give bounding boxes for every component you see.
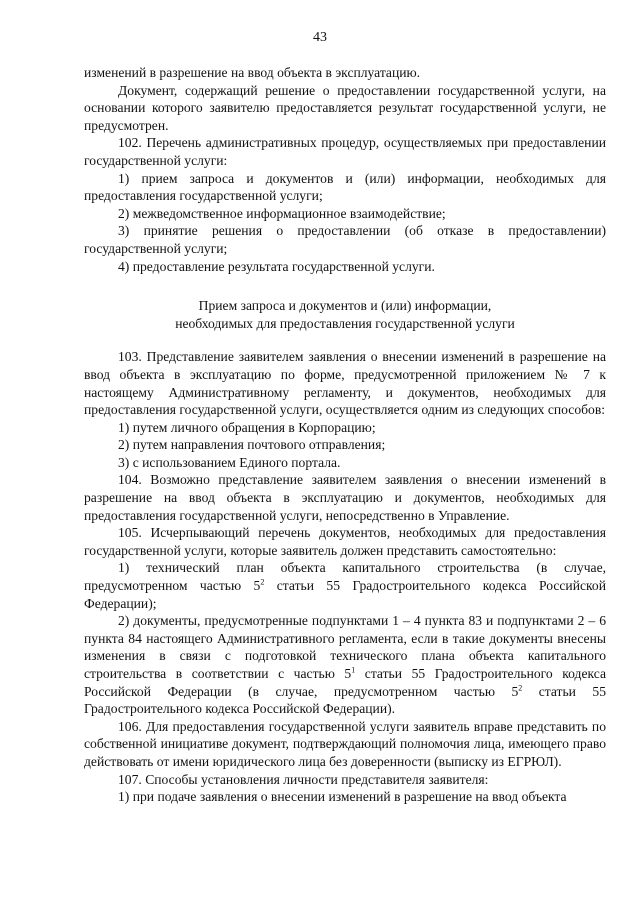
text-run: статьи 55 Градостроительного кодекса Российской Федерации); [84,578,606,611]
section-heading [84,297,606,332]
paragraph: Документ, содержащий решение о предоставлении государственной услуги, на основании которого заявителю предоставляется результат государственной услуги, не предусмотрен. [84,82,606,133]
paragraphs-before [84,64,606,275]
paragraph: 1) прием запроса и документов и (или) информации, необходимых для предоставления государственной услуги; [84,170,606,204]
superscript: 2 [260,577,265,587]
paragraphs-end [84,718,606,806]
paragraph: 3) принятие решения о предоставлении (об отказе в предоставлении) государственной услуги; [84,223,606,256]
paragraph: 2) путем направления почтового отправления; [118,437,386,453]
paragraph: 102. Перечень административных процедур, осуществляемых при предоставлении государственной услуги: [84,135,606,168]
paragraph: 105. Исчерпывающий перечень документов, необходимых для предоставления государственной услуги, которые заявитель должен представить самостоятельно: [84,525,606,558]
page-number: 43 [313,30,327,45]
paragraph: 3) с использованием Единого портала. [118,454,341,470]
paragraph-105-1 [84,559,606,612]
paragraph: 4) предоставление результата государственной услуги. [118,258,435,274]
paragraph-105-2 [84,612,606,718]
paragraph: 1) при подаче заявления о внесении изменений в разрешение на ввод объекта [118,789,567,805]
superscript: 1 [351,665,356,675]
heading-line: Прием запроса и документов и (или) информации, [198,298,492,314]
paragraph: 104. Возможно представление заявителем заявления о внесении изменений в разрешение на ввод объекта в эксплуатацию и документов, необходимых для предоставления государственной услуги, непосредственно в Управление. [84,472,606,523]
paragraph: 103. Представление заявителем заявления о внесении изменений в разрешение на ввод объекта в эксплуатацию по форме, предусмотренной приложением № 7 к настоящему Административному регламенту, и документов, необходимых для предоставления государственной услуги, осуществляется одним из следующих способов: [84,349,606,418]
paragraph: 2) межведомственное информационное взаимодействие; [118,205,446,221]
text-run: 1) технический план объекта капитального строительства (в случае, предусмотренном частью 5 [84,560,606,594]
document-body [84,64,606,806]
text-run: 2) документы, предусмотренные подпунктами 1 – 4 пункта 83 и подпунктами 2 – 6 пункта 84 настоящего Административного регламента, если в такие документы внесены изменения в связи с подготовкой технического плана объекта капитального строительства в соответствии с частью 5 [84,613,606,681]
text-run: статьи 55 Градостроительного кодекса Российской Федерации). [84,683,606,717]
paragraphs-after [84,348,606,559]
superscript: 2 [518,683,523,693]
heading-line: необходимых для предоставления государственной услуги [175,315,515,331]
text-run: статьи 55 Градостроительного кодекса Российской Федерации (в случае, предусмотренном частью 5 [84,666,606,699]
paragraph: 107. Способы установления личности представителя заявителя: [118,771,489,787]
paragraph: изменений в разрешение на ввод объекта в эксплуатацию. [84,65,421,80]
paragraph: 106. Для предоставления государственной услуги заявитель вправе представить по собственной инициативе документ, подтверждающий полномочия лица, имеющего право действовать от имени юридического лица без доверенности (выписку из ЕГРЮЛ). [84,718,606,769]
paragraph: 1) путем личного обращения в Корпорацию; [118,419,376,435]
